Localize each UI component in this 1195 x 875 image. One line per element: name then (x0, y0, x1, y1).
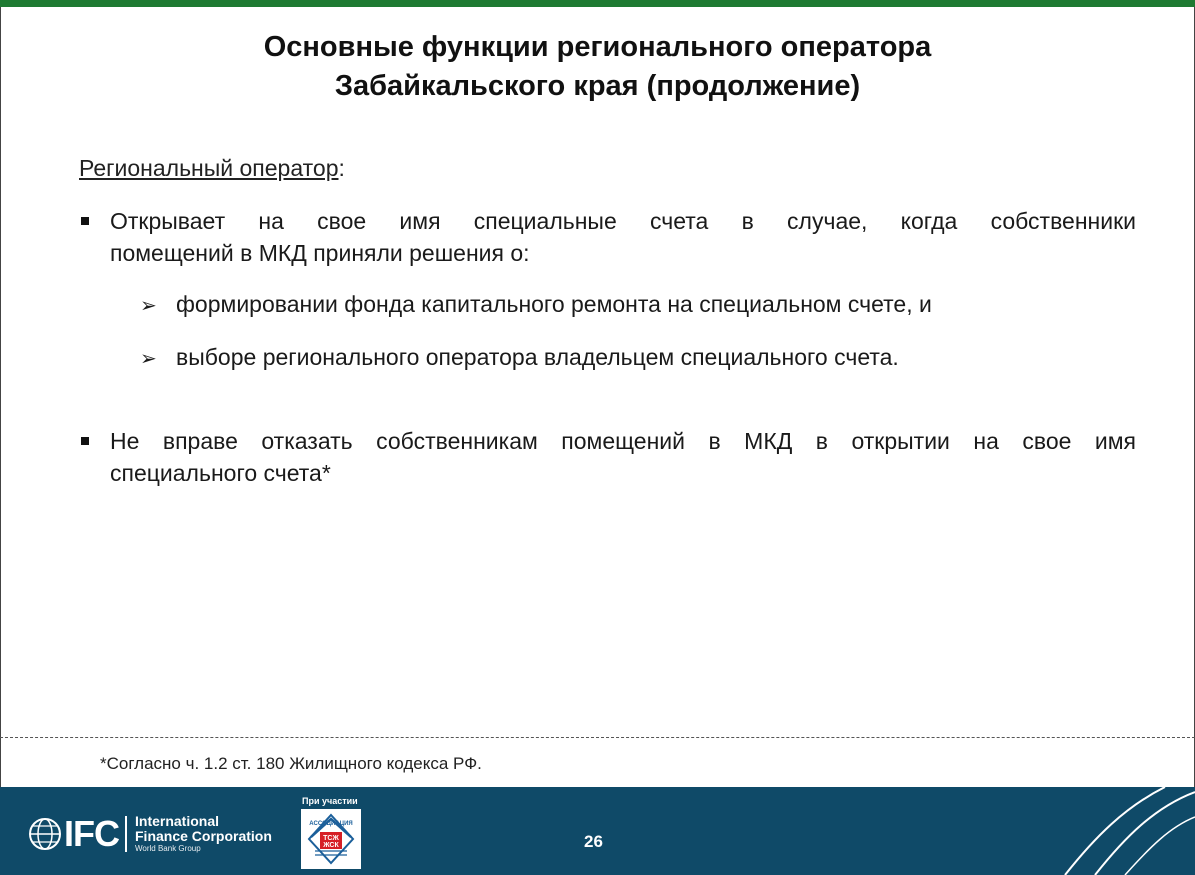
bullet-item-1 (81, 205, 1136, 269)
ifc-separator (125, 816, 127, 852)
association-logo-mid-text-2: ЖСК (323, 842, 339, 849)
ifc-line-3: World Bank Group (135, 844, 201, 853)
square-bullet-icon (81, 217, 89, 225)
bullet-2-line-1: Не вправе отказать собственникам помещений в МКД в открытии на свое имя (110, 428, 1136, 454)
footnote: *Согласно ч. 1.2 ст. 180 Жилищного кодекса РФ. (100, 754, 482, 773)
page-number: 26 (584, 832, 603, 851)
sub-bullet-item-2 (140, 342, 899, 374)
partner-label: При участии (302, 796, 358, 806)
association-logo (301, 809, 361, 869)
bullet-1-line-1: Открывает на свое имя специальные счета в случае, когда собственники (110, 208, 1136, 234)
ifc-line-1: International (135, 813, 220, 829)
bullet-text-2 (110, 425, 1136, 489)
decorative-swoosh (1055, 787, 1195, 875)
title-line-2: Забайкальского края (продолжение) (334, 70, 861, 102)
footer-bar (0, 787, 1195, 875)
arrow-bullet-icon: ➢ (140, 348, 157, 370)
slide-title (0, 28, 1195, 106)
ifc-letters: IFC (64, 813, 119, 854)
bullet-1-line-2: помещений в МКД приняли решения о: (110, 240, 530, 266)
bullet-2-line-2: специального счета* (110, 460, 331, 486)
ifc-line-2: Finance Corporation (135, 828, 272, 844)
section-label-colon: : (338, 155, 345, 181)
section-label-text: Региональный оператор (79, 155, 339, 181)
association-logo-mid-text-1: ТСЖ (323, 835, 339, 842)
ifc-wordmark (135, 814, 272, 854)
top-accent-bar (0, 0, 1195, 7)
sub-bullet-text-2: выборе регионального оператора владельцем специального счета. (176, 344, 899, 370)
association-logo-top-text: АССОЦИАЦИЯ (309, 821, 353, 827)
globe-icon (28, 817, 62, 851)
sub-bullet-text-1: формировании фонда капитального ремонта на специальном счете, и (176, 291, 932, 317)
slide-left-border (0, 7, 1, 787)
section-label (79, 155, 345, 182)
title-line-1: Основные функции регионального оператора (263, 31, 932, 63)
arrow-bullet-icon: ➢ (140, 295, 157, 317)
square-bullet-icon (81, 437, 89, 445)
bullet-text-1 (110, 205, 1136, 269)
footnote-divider (0, 737, 1195, 738)
ifc-logo (28, 814, 272, 854)
bullet-item-2 (81, 425, 1136, 489)
sub-bullet-item-1 (140, 289, 932, 321)
